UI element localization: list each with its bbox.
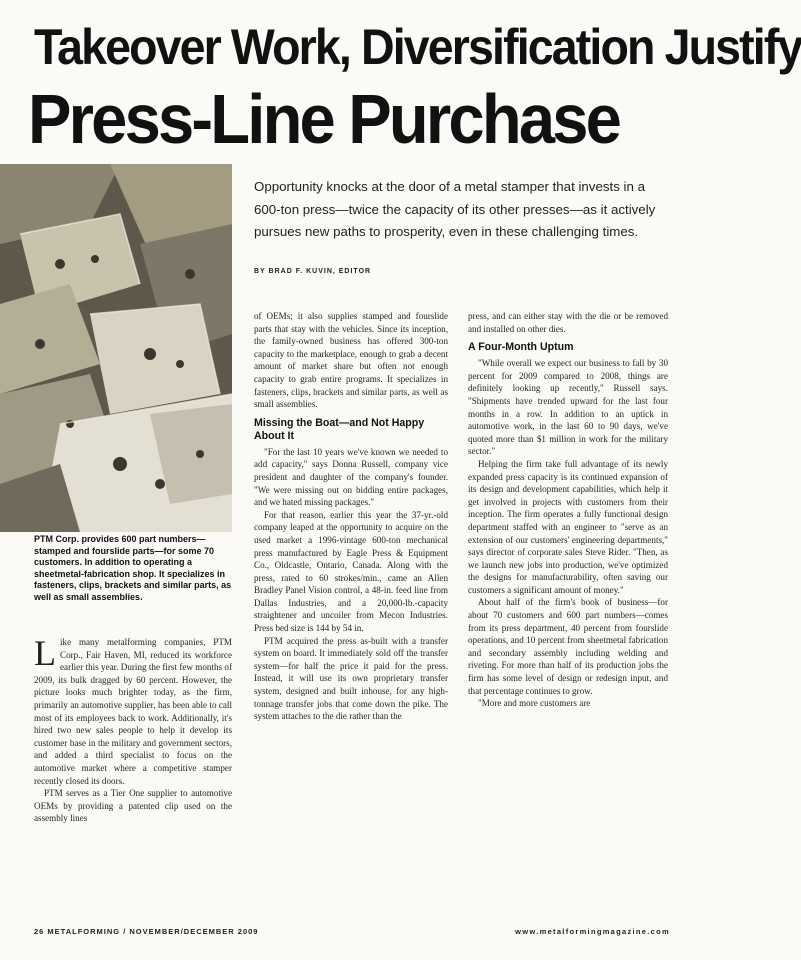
subhead: Missing the Boat—and Not Happy About It: [254, 416, 425, 442]
article-column-3: [468, 310, 668, 710]
paragraph: PTM serves as a Tier One supplier to automotive OEMs by providing a patented clip used on the assembly lines: [34, 788, 232, 824]
paragraph: "While overall we expect our business to fall by 30 percent for 2009 compared to 2008, things are definitely looking up recently," Russell says. "Shipments have trended upward for the last four months in a row. In addition to an uptick in automotive work, in the last 60 to 90 days, we've quoted more than $1 million in work for the military sector.": [468, 358, 668, 457]
headline-line-1: Takeover Work, Diversification Justify: [34, 19, 801, 75]
footer-url: www.metalformingmagazine.com: [515, 927, 670, 936]
photo-caption: PTM Corp. provides 600 part numbers—stamped and fourslide parts—for some 70 customers. In addition to operating a sheetmetal-fabrication shop. It specializes in fasteners, clips, brackets and similar parts, as well as small assemblies.: [34, 534, 232, 602]
paragraph: "More and more customers are: [478, 698, 591, 709]
paragraph: "For the last 10 years we've known we needed to add capacity," says Donna Russell, company vice president and daughter of the company's founder. "We were missing out on bidding entire packages, and we hated missing packages.": [254, 446, 448, 508]
paragraph: About half of the firm's book of business—for about 70 customers and 600 part numbers—comes from its press department, 40 percent from fourslide operations, and 10 percent from sheetmetal fabrication and secondary assembly including welding and riveting. For more than half of its production jobs the firm has some level of design or redesign input, and that percentage continues to grow.: [468, 597, 668, 696]
paragraph: Like many metalforming companies, PTM Corp., Fair Haven, MI, reduced its workforce earlier this year. During the first few months of 2009, its bulk dragged by 60 percent. However, the picture looks much brighter today, as the firm, primarily an automotive supplier, has been able to call most of its employees back to work. Additionally, it's hired two new sales people to help it develop its customer base in the military and government sectors, and added a third specialist to focus on the automotive market where a competitive stamper recently closed its doors.: [34, 633, 232, 786]
stamped-parts-photo: [0, 164, 232, 532]
paragraph: press, and can either stay with the die or be removed and installed on other dies.: [468, 311, 668, 334]
article-column-1: [34, 633, 232, 825]
paragraph: PTM acquired the press as-built with a transfer system on board. It immediately sold off the transfer system—for half the price it paid for the press. Instead, it will use its own proprietary transfer system, designed and built inhouse, for any high-tonnage transfer jobs that come down the pike. The system attaches to the die rather than the: [254, 635, 448, 722]
deck-subtitle: Opportunity knocks at the door of a metal stamper that invests in a 600-ton press—twice the capacity of its other presses—as it actively pursues new paths to prosperity, even in these challenging times.: [254, 179, 656, 239]
drop-cap: L: [34, 633, 56, 673]
paragraph: of OEMs; it also supplies stamped and fourslide parts that stay with the vehicles. Since its inception, the family-owned business has offered 300-ton capacity to the marketplace, enough to grab a decent amount of market share but often not enough capacity to grab entire programs. It specializes in fasteners, clips, brackets and similar parts, as well as small assemblies.: [254, 311, 448, 410]
article-column-2: [254, 310, 448, 723]
paragraph: For that reason, earlier this year the 37-yr.-old company leaped at the opportunity to acquire on the used market a 1996-vintage 600-ton mechanical press manufactured by Eagle Press & Equipment Co., Oldcastle, Ontario, Canada. Along with the press, rated to 60 strokes/min., came an Allen Bradley Panel Vision control, a 48-in. feed line from Dallas Industries, and a 20,000-lb.-capacity straightener and uncoiler from Mecon Industries. Press bed size is 144 by 54 in.: [254, 509, 448, 634]
headline-line-2: Press-Line Purchase: [28, 80, 620, 158]
footer-folio: 26 METALFORMING / NOVEMBER/DECEMBER 2009: [34, 927, 259, 936]
byline: BY BRAD F. KUVIN, EDITOR: [254, 268, 372, 275]
subhead: A Four-Month Uptum: [468, 341, 574, 354]
paragraph: Helping the firm take full advantage of its newly expanded press capacity is its continued expansion of its design and development capabilities, which help it get involved in projects with customers from their inception. The firm operates a fully functional design department staffed with an engineer to "serve as an extension of our customers' engineering departments," says director of corporate sales Steve Rider. "Then, as we launch new jobs into production, we've optimized the designs for manufacturability, often saving our customers a significant amount of money.": [468, 458, 668, 595]
